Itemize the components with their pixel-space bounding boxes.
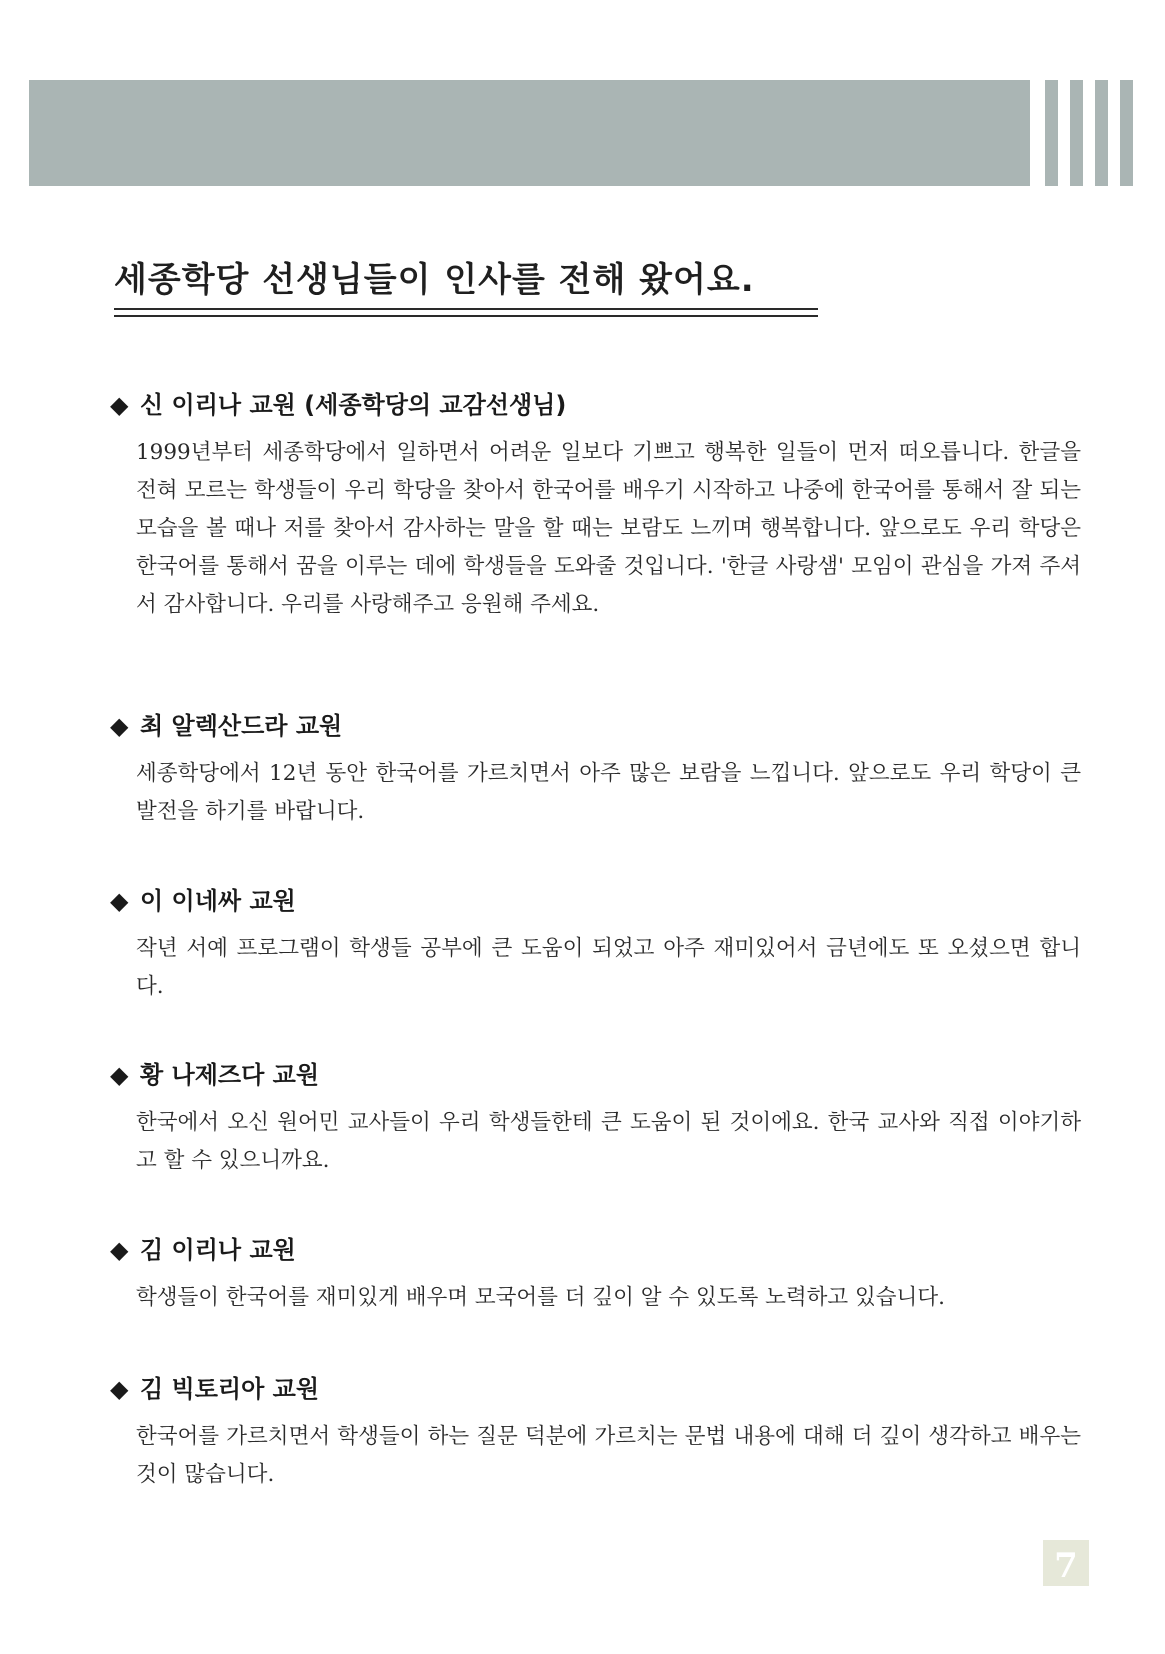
- header-stripe: [1045, 80, 1058, 186]
- teacher-entry: [110, 1372, 1081, 1494]
- teacher-message: 1999년부터 세종학당에서 일하면서 어려운 일보다 기쁘고 행복한 일들이 먼저 떠오릅니다. 한글을 전혀 모르는 학생들이 우리 학당을 찾아서 한국어를 배우기 시작하고 나중에 한국어를 통해서 잘 되는 모습을 볼 때나 저를 찾아서 감사하는 말을 할 때는 보람도 느끼며 행복합니다. 앞으로도 우리 학당은 한국어를 통해서 꿈을 이루는 데에 학생들을 도와줄 것입니다. '한글 사랑샘' 모임이 관심을 가져 주셔서 감사합니다. 우리를 사랑해주고 응원해 주세요.: [136, 440, 1081, 617]
- teacher-name: ◆ 김 빅토리아 교원: [110, 1372, 1070, 1406]
- teacher-entry: [110, 1058, 1081, 1180]
- teacher-name: ◆ 이 이네싸 교원: [110, 884, 1070, 918]
- header-stripe: [1120, 80, 1133, 186]
- teacher-message: 세종학당에서 12년 동안 한국어를 가르치면서 아주 많은 보람을 느낍니다. 앞으로도 우리 학당이 큰 발전을 하기를 바랍니다.: [136, 761, 1081, 824]
- teacher-entry: [110, 1233, 1070, 1317]
- teacher-message: 작년 서예 프로그램이 학생들 공부에 큰 도움이 되었고 아주 재미있어서 금년에도 또 오셨으면 합니다.: [136, 936, 1081, 999]
- title-underline: [114, 308, 818, 310]
- diamond-bullet-icon: ◆: [110, 1236, 129, 1264]
- header-stripe: [1095, 80, 1108, 186]
- teacher-message: 학생들이 한국어를 재미있게 배우며 모국어를 더 깊이 알 수 있도록 노력하고 있습니다.: [136, 1285, 945, 1310]
- teacher-message: 한국어를 가르치면서 학생들이 하는 질문 덕분에 가르치는 문법 내용에 대해 더 깊이 생각하고 배우는 것이 많습니다.: [136, 1424, 1081, 1487]
- diamond-bullet-icon: ◆: [110, 1061, 129, 1089]
- teacher-entry: [110, 388, 1081, 624]
- header-stripe: [1070, 80, 1083, 186]
- teacher-name: ◆ 김 이리나 교원: [110, 1233, 1070, 1267]
- teacher-name: ◆ 최 알렉산드라 교원: [110, 709, 1070, 743]
- header-band: [29, 80, 1030, 186]
- diamond-bullet-icon: ◆: [110, 887, 129, 915]
- diamond-bullet-icon: ◆: [110, 1375, 129, 1403]
- title-underline: [114, 315, 818, 317]
- page-title: 세종학당 선생님들이 인사를 전해 왔어요.: [114, 260, 755, 300]
- diamond-bullet-icon: ◆: [110, 712, 129, 740]
- diamond-bullet-icon: ◆: [110, 391, 129, 419]
- page-number: 7: [1043, 1540, 1089, 1586]
- teacher-name: ◆ 황 나제즈다 교원: [110, 1058, 1070, 1092]
- teacher-entry: [110, 884, 1081, 1006]
- teacher-name: ◆ 신 이리나 교원 (세종학당의 교감선생님): [110, 388, 1070, 422]
- teacher-message: 한국에서 오신 원어민 교사들이 우리 학생들한테 큰 도움이 된 것이에요. 한국 교사와 직접 이야기하고 할 수 있으니까요.: [136, 1110, 1081, 1173]
- teacher-entry: [110, 709, 1081, 831]
